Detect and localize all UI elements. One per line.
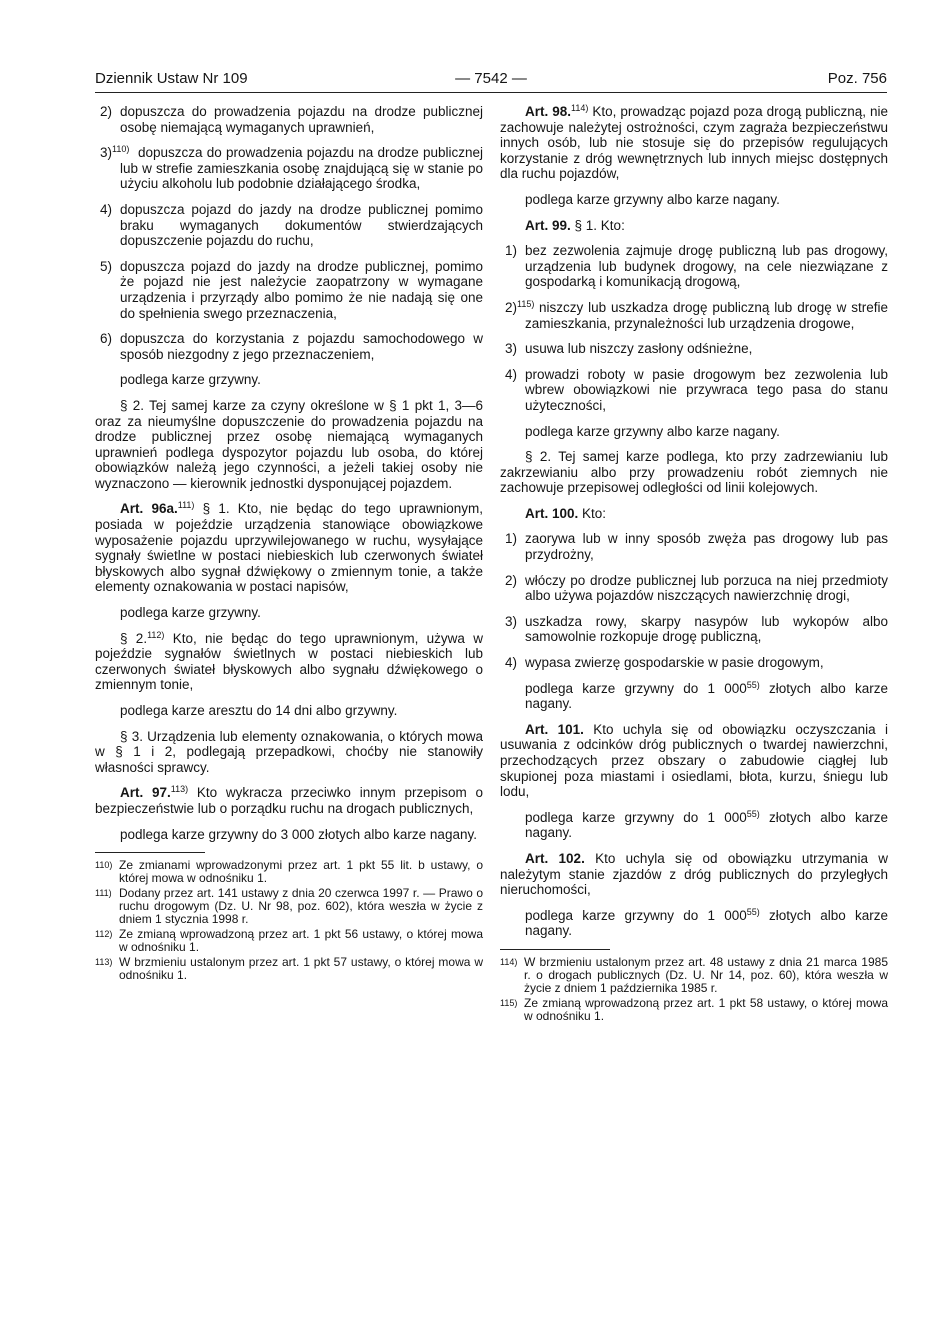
footnote-ref: 55) [746, 679, 760, 690]
footnote: 114) W brzmieniu ustalonym przez art. 48 ustawy z dnia 21 marca 1985 r. o drogach publicznych (Dz. U. Nr 14, poz. 60), która weszła w życie z dniem 1 października 1985 r. [500, 954, 888, 995]
article-99: Art. 99. § 1. Kto: [525, 217, 625, 233]
list-item: 3) usuwa lub niszczy zasłony odśnieżne, [505, 341, 753, 357]
penalty-text: podlega karze grzywny do 3 000 złotych albo karze nagany. [120, 826, 477, 842]
header-divider [95, 92, 887, 93]
article-97: Art. 97.$^{113)}$ Kto wykracza przeciwko innym przepisom o bezpieczeństwie lub o porządku ruchu na drogach publicznych, [95, 784, 483, 816]
list-item: 1) bez zezwolenia zajmuje drogę publiczną lub pas drogowy, urządzenia lub budynek drogowy, na cele niezwiązane z gospodarką i komunikacją drogową, [505, 243, 888, 290]
article-102: Art. 102. Kto uchyla się od obowiązku utrzymania w należytym stanie zjazdów z dróg publicznych do przyległych nieruchomości, [500, 850, 888, 898]
paragraph: § 2.$^{112)}$ Kto, nie będąc do tego uprawnionym, używa w pojeździe sygnałów świetlnych w postaci niebieskich lub czerwonych świateł błyskowych albo sygnału dźwiękowego o zmiennym tonie, [95, 629, 483, 693]
left-column [95, 104, 483, 984]
list-item: 3) uszkadza rowy, skarpy nasypów lub wykopów albo samowolnie rozkopuje drogę publiczną, [505, 613, 888, 645]
list-item: 4) prowadzi roboty w pasie drogowym bez zezwolenia lub wbrew obowiązkowi nie przywraca tego pasa do stanu użyteczności, [505, 366, 888, 413]
penalty-text: podlega karze grzywny. [120, 372, 261, 388]
article-96a: Art. 96a.$^{111)}$ § 1. Kto, nie będąc do tego uprawnionym, posiada w pojeździe urządzenia stanowiące obowiązkowe wyposażenie pojazdu uprzywilejowanego w ruchu, wysyłające sygnały świetlne w postaci niebieskich lub czerwonych świateł błyskowych albo sygnał dźwiękowy o zmiennym tonie, a także elementy oznakowania w postaci napisów, [95, 500, 483, 595]
paragraph: § 2. Tej samej karze za czyny określone w § 1 pkt 1, 3—6 oraz za nieumyślne dopuszczenie do prowadzenia pojazdu na drodze publicznej przez osobę niemającą wymaganych uprawnień podlega dyspozytor pojazdu lub osoba, do której obowiązków należą jego czynności, a jeżeli takiej osoby nie wyznaczono — kierownik jednostki dysponującej pojazdem. [95, 397, 483, 491]
footnote: 115) Ze zmianą wprowadzoną przez art. 1 pkt 58 ustawy, o której mowa w odnośniku 1. [500, 995, 888, 1023]
article-98: Art. 98.$^{114)}$ Kto, prowadząc pojazd poza drogą publiczną, nie zachowuje należytej ostrożności, czym zagraża bezpieczeństwu innych osób, lub nie stosuje się do przepisów regulujących korzystanie z dróg wewnętrznych lub innych miejsc dostępnych dla ruchu pojazdów, [500, 103, 888, 182]
list-item: 3)$^{110)}$ dopuszcza do prowadzenia pojazdu na drodze publicznej lub w strefie zamieszkania osobę znajdującą się w stanie po użyciu alkoholu lub podobnie działającego środka, [100, 144, 483, 192]
list-item: 4) dopuszcza pojazd do jazdy na drodze publicznej pomimo braku wymaganych dokumentów stwierdzających dopuszczenie pojazdu do ruchu, [100, 201, 483, 249]
footnote: 110) Ze zmianami wprowadzonymi przez art. 1 pkt 55 lit. b ustawy, o której mowa w odnośniku 1. [95, 858, 483, 886]
list-item: 6) dopuszcza do korzystania z pojazdu samochodowego w sposób niezgodny z jego przeznaczeniem, [100, 331, 483, 362]
footnote-divider [95, 852, 205, 853]
penalty-text: podlega karze grzywny albo karze nagany. [525, 423, 780, 439]
page-header [95, 70, 887, 92]
article-101: Art. 101. Kto uchyla się od obowiązku oczyszczania i usuwania z odcinków dróg publicznych o twardej nawierzchni, przechodzących przez obszary o zabudowie ciągłej lub skupionej poza miastami i osiedlami, błota, kurzu, śniegu lub lodu, [500, 721, 888, 800]
footnote-ref: 55) [746, 808, 760, 819]
penalty-text: podlega karze grzywny albo karze nagany. [525, 191, 780, 207]
footnote-ref: 112) [147, 629, 165, 640]
penalty-text: podlega karze grzywny. [120, 605, 261, 621]
penalty-text: podlega karze grzywny do 1 000$^{55)}$ złotych albo karze nagany. [525, 679, 888, 712]
paragraph: § 3. Urządzenia lub elementy oznakowania, o których mowa w § 1 i 2, podlegają przepadkowi, choćby nie stanowiły własności sprawcy. [95, 728, 483, 775]
list-item: 4) wypasa zwierzę gospodarskie w pasie drogowym, [505, 655, 824, 671]
footnote: 112) Ze zmianą wprowadzoną przez art. 1 pkt 56 ustawy, o której mowa w odnośniku 1. [95, 927, 483, 955]
right-column [500, 104, 888, 1025]
footnote-ref: 113) [170, 784, 189, 795]
footnote: 113) W brzmieniu ustalonym przez art. 1 pkt 57 ustawy, o której mowa w odnośniku 1. [95, 955, 483, 983]
footnote: 111) Dodany przez art. 141 ustawy z dnia 20 czerwca 1997 r. — Prawo o ruchu drogowym (Dz. U. Nr 98, poz. 602), która weszła w życie z dniem 1 stycznia 1998 r. [95, 886, 483, 927]
penalty-text: podlega karze grzywny do 1 000$^{55)}$ złotych albo karze nagany. [525, 906, 888, 939]
journal-title: Dziennik Ustaw Nr 109 [95, 70, 248, 87]
list-item: 2) dopuszcza do prowadzenia pojazdu na drodze publicznej osobę niemającą wymaganych uprawnień, [100, 104, 483, 135]
paragraph: § 2. Tej samej karze podlega, kto przy zadrzewianiu lub zakrzewianiu albo przy prowadzeniu robót ziemnych nie zachowuje przepisowej odległości od linii kolejowych. [500, 449, 888, 496]
list-item: 2) włóczy po drodze publicznej lub porzuca na niej przedmioty albo używa pojazdów niszczących nawierzchnię drogi, [505, 572, 888, 604]
footnote-ref: 110) [112, 144, 130, 155]
position-number: Poz. 756 [827, 70, 887, 87]
footnote-ref: 111) [177, 500, 195, 511]
penalty-text: podlega karze aresztu do 14 dni albo grzywny. [120, 703, 398, 718]
penalty-text: podlega karze grzywny do 1 000$^{55)}$ złotych albo karze nagany. [525, 808, 888, 841]
page-number: — 7542 — [455, 70, 527, 87]
list-item: 5) dopuszcza pojazd do jazdy na drodze publicznej, pomimo że pojazd nie jest należycie zaopatrzony w wymagane urządzenia i przyrządy albo pomimo że nie nadają się one do spełnienia swego przeznaczenia, [100, 258, 483, 321]
article-100: Art. 100. Kto: [525, 505, 607, 521]
footnote-ref: 115) [517, 298, 535, 309]
footnote-divider [500, 949, 610, 950]
footnote-ref: 114) [571, 103, 589, 113]
list-item: 1) zaorywa lub w inny sposób zwęża pas drogowy lub pas przydrożny, [505, 531, 888, 563]
list-item: 2)$^{115)}$ niszczy lub uszkadza drogę publiczną lub drogę w strefie zamieszkania, przynależności lub urządzenia drogowe, [505, 298, 888, 331]
footnote-ref: 55) [746, 906, 760, 917]
